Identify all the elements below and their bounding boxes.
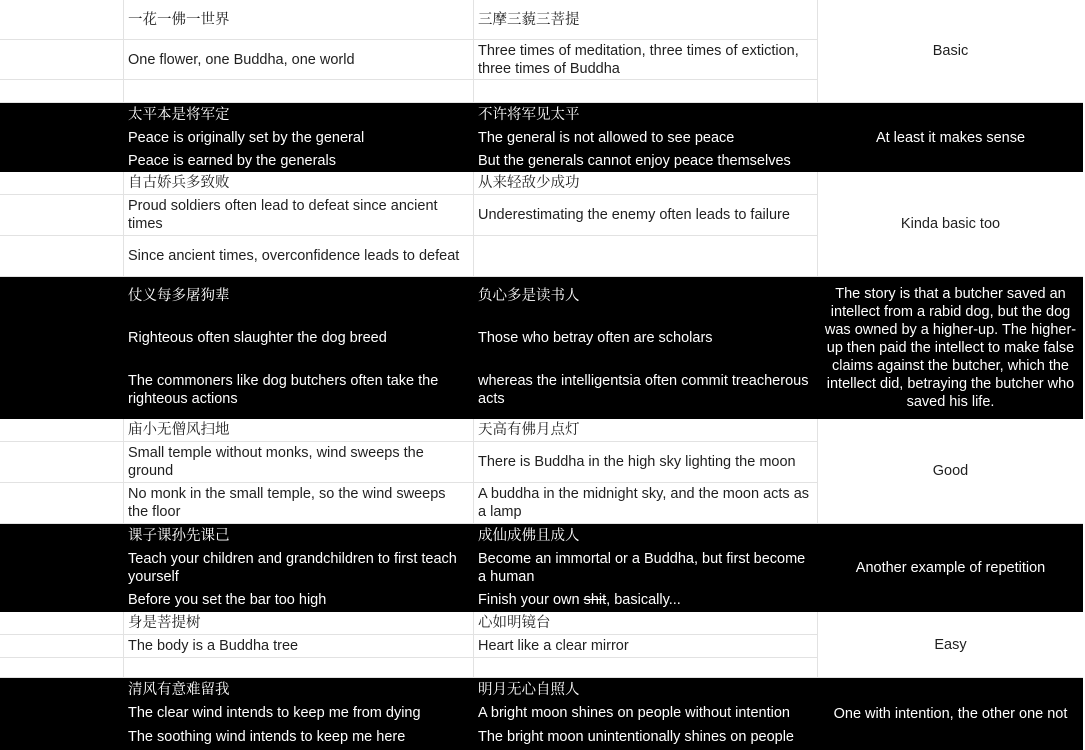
cell-text: But the generals cannot enjoy peace themselves [478,152,791,169]
cell-text: 从来轻敌少成功 [478,175,580,191]
verse-cell-first-line[interactable] [124,80,474,103]
verse-cell-second-line[interactable] [474,658,818,678]
verse-cell-second-line[interactable] [474,0,818,40]
row-header-cell[interactable] [0,524,124,547]
verse-cell-second-line[interactable] [474,524,818,547]
verse-cell-first-line[interactable] [124,419,474,442]
cell-text: The body is a Buddha tree [128,638,299,654]
cell-text: Underestimating the enemy often leads to failure [478,207,790,223]
row-header-cell[interactable] [0,149,124,172]
cell-text: 三摩三藐三菩提 [478,11,580,28]
verse-group-1 [0,0,1085,103]
verse-cell-first-line[interactable] [124,658,474,678]
verse-cell-first-line[interactable] [124,547,474,588]
cell-text: 身是菩提树 [128,615,201,631]
verse-cell-first-line[interactable] [124,40,474,80]
cell-text: 成仙成佛且成人 [478,527,580,544]
comment-cell[interactable] [818,0,1083,103]
comment-text: Good [932,463,969,479]
verse-cell-second-line[interactable] [474,40,818,80]
row-header-cell[interactable] [0,126,124,149]
verse-cell-second-line[interactable] [474,149,818,172]
cell-text: Three times of meditation, three times of extiction, three times of Buddha [478,42,799,77]
cell-text: Small temple without monks, wind sweeps the ground [128,445,424,479]
verse-cell-second-line[interactable] [474,277,818,314]
verse-cell-first-line[interactable] [124,314,474,361]
verse-cell-second-line[interactable] [474,236,818,277]
cell-text-part: Finish your own [478,592,584,608]
verse-cell-first-line[interactable] [124,701,474,724]
cell-text: Become an immortal or a Buddha, but first become a human [478,550,806,585]
verse-cell-second-line[interactable] [474,195,818,236]
cell-text: 天高有佛月点灯 [478,422,580,438]
cell-text: The soothing wind intends to keep me here [128,729,406,745]
verse-cell-second-line[interactable] [474,103,818,126]
cell-text: A buddha in the midnight sky, and the moon acts as a lamp [478,486,810,520]
verse-cell-second-line[interactable] [474,678,818,701]
verse-group-2 [0,103,1085,172]
row-header-cell[interactable] [0,0,124,40]
verse-cell-second-line[interactable] [474,483,818,524]
row-header-cell[interactable] [0,635,124,658]
verse-cell-first-line[interactable] [124,724,474,750]
cell-text: 自古娇兵多致败 [128,175,230,191]
verse-cell-first-line[interactable] [124,172,474,195]
row-header-cell[interactable] [0,724,124,750]
cell-text: 负心多是读书人 [478,287,580,304]
verse-cell-first-line[interactable] [124,0,474,40]
cell-text: 不许将军见太平 [478,106,580,123]
cell-text: A bright moon shines on people without intention [478,704,790,721]
verse-cell-second-line[interactable] [474,612,818,635]
cell-text: There is Buddha in the high sky lighting the moon [478,454,796,470]
cell-text: 明月无心自照人 [478,681,580,698]
row-header-cell[interactable] [0,103,124,126]
verse-group-5 [0,419,1085,524]
row-header-cell[interactable] [0,612,124,635]
verse-cell-first-line[interactable] [124,483,474,524]
verse-cell-first-line[interactable] [124,277,474,314]
verse-group-4 [0,277,1085,419]
cell-text: The general is not allowed to see peace [478,129,735,146]
verse-cell-first-line[interactable] [124,524,474,547]
verse-group-8 [0,678,1085,750]
comment-text: One with intention, the other one not [833,706,1068,722]
cell-text: One flower, one Buddha, one world [128,51,355,68]
verse-cell-second-line[interactable] [474,80,818,103]
cell-text: Peace is earned by the generals [128,152,336,169]
row-header-cell[interactable] [0,442,124,483]
cell-text: 太平本是将军定 [128,106,230,123]
comment-cell[interactable] [818,612,1083,678]
row-header-cell[interactable] [0,172,124,195]
verse-cell-first-line[interactable] [124,635,474,658]
verse-cell-first-line[interactable] [124,612,474,635]
verse-cell-second-line[interactable] [474,701,818,724]
row-header-cell[interactable] [0,483,124,524]
cell-text: Before you set the bar too high [128,592,327,608]
cell-text: Heart like a clear mirror [478,638,629,654]
cell-text: Since ancient times, overconfidence leads to defeat [128,248,460,264]
verse-cell-second-line[interactable] [474,361,818,419]
verse-cell-second-line[interactable] [474,314,818,361]
cell-text: The commoners like dog butchers often take the righteous actions [128,373,439,407]
row-header-cell[interactable] [0,658,124,678]
cell-text: Teach your children and grandchildren to first teach yourself [128,550,457,585]
comment-cell[interactable] [818,277,1083,419]
verse-cell-first-line[interactable] [124,588,474,612]
comment-text: Easy [934,636,967,653]
verse-cell-first-line[interactable] [124,149,474,172]
cell-text [478,591,681,609]
comment-text: Kinda basic too [900,216,1001,232]
comment-text: Basic [932,43,969,59]
row-header-cell[interactable] [0,314,124,361]
cell-text: 庙小无僧风扫地 [128,422,230,438]
row-header-cell[interactable] [0,678,124,701]
cell-text: 心如明镜台 [478,615,551,631]
verse-group-6 [0,524,1085,612]
verse-cell-first-line[interactable] [124,126,474,149]
verse-group-7 [0,612,1085,678]
row-header-cell[interactable] [0,588,124,612]
verse-cell-second-line[interactable] [474,126,818,149]
cell-text-part: , basically... [606,592,681,608]
verse-cell-second-line[interactable] [474,172,818,195]
comment-text: Another example of repetition [855,560,1046,576]
row-header-cell[interactable] [0,195,124,236]
verse-cell-second-line[interactable] [474,419,818,442]
verse-cell-first-line[interactable] [124,103,474,126]
verse-group-3 [0,172,1085,277]
comment-cell[interactable] [818,678,1083,750]
cell-text: Proud soldiers often lead to defeat since ancient times [128,198,438,232]
comment-cell[interactable] [818,103,1083,172]
cell-text: 清风有意难留我 [128,681,230,698]
cell-text: 一花一佛一世界 [128,11,230,28]
row-header-cell[interactable] [0,361,124,419]
row-header-cell[interactable] [0,419,124,442]
cell-text: Peace is originally set by the general [128,129,365,146]
verse-cell-first-line[interactable] [124,195,474,236]
row-header-cell[interactable] [0,236,124,277]
verse-cell-first-line[interactable] [124,678,474,701]
verse-cell-first-line[interactable] [124,442,474,483]
strikethrough-text: shit [583,592,607,608]
comment-text: The story is that a butcher saved an intellect from a rabid dog, but the dog was owned by a higher-up. The higher-up then paid the intellect to make false claims against the butcher, which the intellect did, betraying the butcher who saved his life. [824,286,1077,410]
row-header-cell[interactable] [0,701,124,724]
verse-cell-first-line[interactable] [124,236,474,277]
row-header-cell[interactable] [0,277,124,314]
comment-text: At least it makes sense [875,129,1026,146]
verse-cell-second-line[interactable] [474,547,818,588]
cell-text: Those who betray often are scholars [478,329,713,346]
row-header-cell[interactable] [0,80,124,103]
cell-text: whereas the intelligentsia often commit treacherous acts [478,373,809,407]
cell-text: No monk in the small temple, so the wind sweeps the floor [128,486,446,520]
row-header-cell[interactable] [0,40,124,80]
cell-text: 仗义每多屠狗辈 [128,287,230,304]
verse-cell-first-line[interactable] [124,361,474,419]
row-header-cell[interactable] [0,547,124,588]
comment-cell[interactable] [818,524,1083,612]
verse-cell-second-line[interactable] [474,442,818,483]
cell-text: 课子课孙先课己 [128,527,230,544]
comment-cell[interactable] [818,172,1083,277]
verse-cell-second-line[interactable] [474,635,818,658]
cell-text: The clear wind intends to keep me from dying [128,704,421,721]
comment-cell[interactable] [818,419,1083,524]
cell-text: Righteous often slaughter the dog breed [128,329,387,346]
verse-cell-second-line[interactable] [474,588,818,612]
verse-cell-second-line[interactable] [474,724,818,750]
cell-text: The bright moon unintentionally shines on people [478,729,794,745]
